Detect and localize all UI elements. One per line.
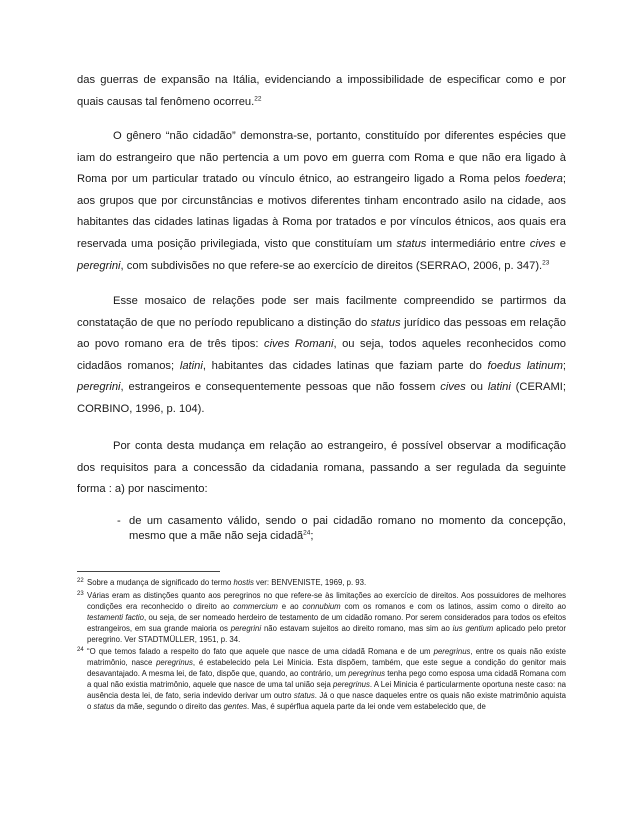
italic-term: foedera <box>524 173 563 186</box>
paragraph-2-text: ; aos grupos que por circunstâncias e motivos diferentes tinham encontrado asilo na cidade, aos habitantes das cidades latinas ligadas à Roma por tratados e por vínculos étnicos, aos quais era reservada uma posição privilegiada, visto que constituíam um <box>77 173 566 250</box>
italic-term: latini <box>179 359 203 372</box>
paragraph-3-text: , habitantes das cidades latinas que faziam parte do <box>202 359 488 372</box>
paragraph-2 <box>77 126 566 277</box>
italic-term: peregrinus <box>156 658 193 668</box>
paragraph-3-text: jurídico das pessoas em relação ao povo romano era de três tipos: <box>77 316 567 351</box>
italic-term: ius gentium <box>452 623 494 633</box>
italic-term: status <box>396 237 427 250</box>
footnote-24 <box>77 647 566 712</box>
footnote-text: . Mas, é supérflua aquela parte da lei onde vem estabelecido que, de <box>246 701 486 711</box>
italic-term: connubium <box>302 601 341 611</box>
paragraph-3-text: Esse mosaico de relações pode ser mais facilmente compreendido se partirmos da constatação de que no período republicano a distinção do <box>77 295 566 329</box>
footnotes <box>77 578 566 715</box>
footnote-ref-24[interactable]: 24 <box>303 528 311 536</box>
footnote-text: Sobre a mudança de significado do termo <box>87 578 234 587</box>
paragraph-3-text: , estrangeiros e consequentemente pessoas que não fossem <box>120 381 441 394</box>
paragraph-2-text: intermediário entre <box>426 237 530 250</box>
italic-term: peregrini <box>77 259 121 272</box>
footnote-ref-23[interactable]: 23 <box>542 258 550 266</box>
footnote-number: 23 <box>77 590 84 597</box>
paragraph-2-text: O gênero “não cidadão” demonstra-se, portanto, constituído por diferentes espécies que iam do estrangeiro que não pertencia a um povo em guerra com Roma e que não era ligado à Roma por um particular tratado ou vínculo étnico, ao estrangeiro ligado a Roma pelos <box>77 130 566 186</box>
italic-term: peregrinus <box>348 669 386 679</box>
list-dash: - <box>117 515 121 527</box>
italic-term: commercium <box>233 601 278 611</box>
footnote-text: . A Lei Minicia é particularmente oportuna neste caso: na ausência desta lei, de fato, seria indevido derivar um outro <box>87 680 566 701</box>
italic-term: hostis <box>233 578 254 587</box>
footnote-number: 24 <box>77 647 84 654</box>
italic-term: cives <box>440 381 466 394</box>
footnote-23 <box>77 591 566 646</box>
italic-term: peregrinus <box>433 647 471 657</box>
footnote-text: , é estabelecido pela Lei Minicia. Esta dispõem, também, que este segue a condição do genitor mais desavantajado. A mesma lei, de fato, dispõe que, quando, ao contrário, um <box>87 658 566 679</box>
footnote-text: não estavam sujeitos ao direito romano, mas sim ao <box>261 623 453 633</box>
paragraph-3-text: ou <box>465 381 488 394</box>
footnote-ref-22[interactable]: 22 <box>254 94 262 102</box>
italic-term: testamenti factio <box>87 612 144 622</box>
paragraph-1-text: das guerras de expansão na Itália, evidenciando a impossibilidade de especificar como e por quais causas tal fenômeno ocorreu. <box>77 74 566 108</box>
list-item <box>117 514 566 543</box>
list-item-text: de um casamento válido, sendo o pai cidadão romano no momento da concepção, mesmo que a mãe não seja cidadã <box>129 515 566 542</box>
paragraph-3 <box>77 291 566 421</box>
italic-term: cives Romani <box>263 338 334 351</box>
paragraph-3-text: , ou seja, todos aqueles reconhecidos como cidadãos romanos; <box>77 338 566 372</box>
italic-term: latini <box>487 381 511 394</box>
footnote-text: , ou seja, de ser nomeado herdeiro de testamento de um cidadão romano. Por serem considerados para todos os efeitos estrangeiros, em sua grande maioria os <box>87 612 566 633</box>
paragraph-3-text: (CERAMI; CORBINO, 1996, p. 104). <box>77 381 566 415</box>
paragraph-2-text: e <box>555 237 566 250</box>
list-item-tail: ; <box>310 529 314 542</box>
footnote-text: da mãe, segundo o direito das <box>114 701 224 711</box>
paragraph-4 <box>77 436 566 501</box>
footnote-text: tenha pego como esposa uma cidadã Romana com a qual não existia matrimônio, aquele que nasce de uma tal união seja <box>87 669 566 690</box>
paragraph-3-text: ; <box>562 359 566 372</box>
italic-term: cives <box>529 237 556 250</box>
footnote-text: aplicado pelo pretor peregrino. Ver STADTMÜLLER, 1951, p. 34. <box>87 623 566 644</box>
italic-term: status <box>93 701 115 711</box>
footnote-separator <box>77 571 220 572</box>
paragraph-2-text: , com subdivisões no que refere-se ao exercício de direitos (SERRAO, 2006, p. 347). <box>120 259 543 272</box>
footnote-text: “O que temos falado a respeito do fato que aquele que nasce de uma cidadã Romana e de um <box>87 647 434 657</box>
footnote-text: com os romanos e com os latinos, assim como o direito ao <box>340 601 566 611</box>
italic-term: status <box>370 316 401 329</box>
footnote-text: e ao <box>277 601 303 611</box>
italic-term: gentes <box>223 701 247 711</box>
footnote-text: . Já o que nasce daqueles entre os quais não existe matrimônio aquista o <box>87 691 566 711</box>
footnote-text: , entre os quais não existe matrimônio, nasce <box>87 647 566 668</box>
paragraph-1 <box>77 70 566 113</box>
italic-term: status <box>293 691 315 701</box>
italic-term: peregrini <box>230 623 262 633</box>
footnote-text: Várias eram as distinções quanto aos peregrinos no que refere-se às limitações ao exercício de direitos. Aos possuidores de melhores condições era reconhecido o direito ao <box>87 590 566 611</box>
footnote-text: ver: BENVENISTE, 1969, p. 93. <box>253 578 367 587</box>
footnote-number: 22 <box>77 578 84 584</box>
footnote-22 <box>77 578 566 589</box>
paragraph-4-text: Por conta desta mudança em relação ao estrangeiro, é possível observar a modificação dos requisitos para a concessão da cidadania romana, passando a ser regulada da seguinte forma : a) por nascimento: <box>77 440 566 496</box>
italic-term: peregrini <box>77 381 121 394</box>
italic-term: foedus latinum <box>487 359 563 372</box>
italic-term: peregrinus <box>333 680 370 690</box>
